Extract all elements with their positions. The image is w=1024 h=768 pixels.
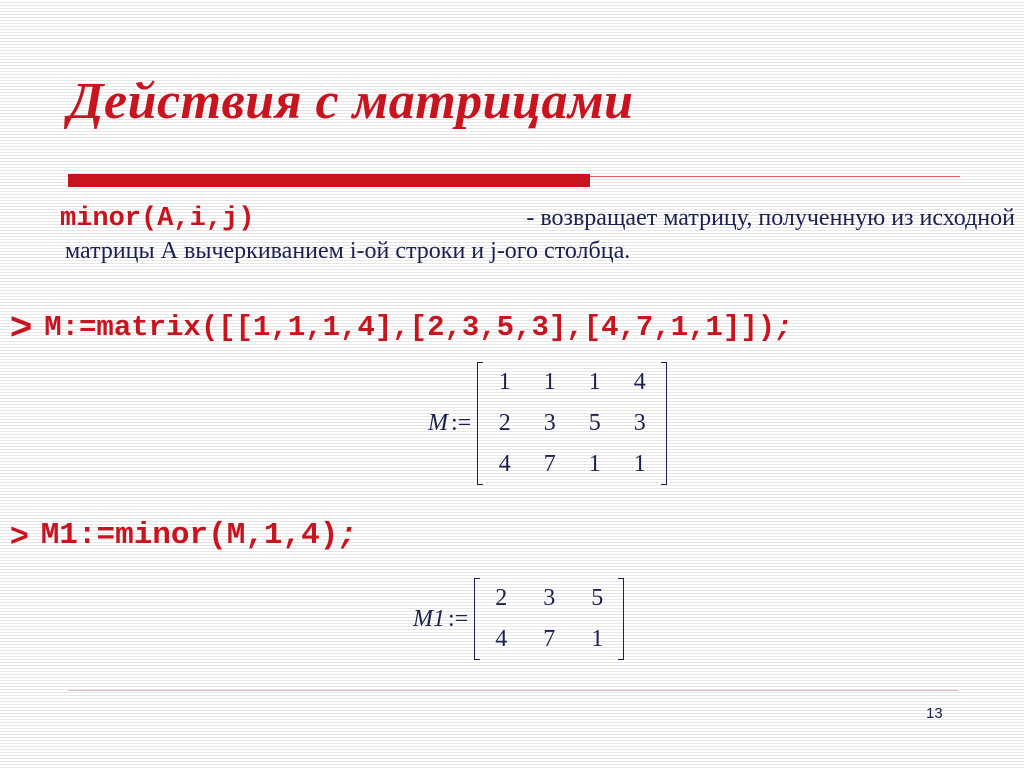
command-terminator: ; [775, 311, 793, 344]
matrix-cell: 1 [591, 626, 604, 652]
function-signature: minor(A,i,j) [60, 204, 255, 234]
slide-title: Действия с матрицами [68, 73, 634, 130]
description-line-2: матрицы А вычеркиванием i-ой строки и j-ого столбца. [65, 238, 631, 264]
matrix-cell: 1 [543, 369, 556, 395]
title-underline-thin [590, 176, 960, 177]
matrix-output-m1 [413, 578, 624, 660]
matrix-cell: 2 [498, 410, 511, 436]
assign-operator: := [448, 605, 469, 632]
matrix-cell: 2 [495, 585, 508, 611]
matrix-cell: 3 [633, 410, 646, 436]
footer-divider [68, 690, 958, 691]
matrix-cell: 1 [588, 451, 601, 477]
title-underline-thick [68, 174, 590, 187]
function-description [60, 202, 1015, 267]
matrix-cell: 5 [588, 410, 601, 436]
matrix-cell: 1 [588, 369, 601, 395]
description-text-1: - возвращает матрицу, полученную из исходной [526, 205, 1015, 231]
matrix-cell: 3 [543, 585, 556, 611]
matrix-cell: 5 [591, 585, 604, 611]
matrix-cell: 1 [498, 369, 511, 395]
command-code: M:=matrix([[1,1,1,4],[2,3,5,3],[4,7,1,1]]) [44, 311, 776, 344]
description-line-1 [60, 202, 1015, 235]
command-line-minor [10, 517, 357, 554]
matrix-label: M [428, 410, 448, 436]
matrix-output-m [428, 362, 667, 485]
command-terminator: ; [338, 518, 357, 553]
matrix-brackets [477, 362, 667, 485]
matrix-cell: 1 [633, 451, 646, 477]
matrix-cell: 4 [495, 626, 508, 652]
matrix-brackets [474, 578, 624, 660]
prompt-symbol: > [10, 517, 29, 553]
matrix-cell: 7 [543, 451, 556, 477]
command-line-matrix [10, 306, 793, 349]
matrix-cell: 4 [633, 369, 646, 395]
matrix-cell: 7 [543, 626, 556, 652]
assign-operator: := [451, 410, 472, 436]
page-number: 13 [926, 705, 943, 722]
matrix-label: M1 [413, 605, 445, 632]
command-code: M1:=minor(M,1,4) [40, 518, 339, 553]
matrix-cell: 4 [498, 451, 511, 477]
matrix-cell: 3 [543, 410, 556, 436]
prompt-symbol: > [10, 306, 33, 348]
